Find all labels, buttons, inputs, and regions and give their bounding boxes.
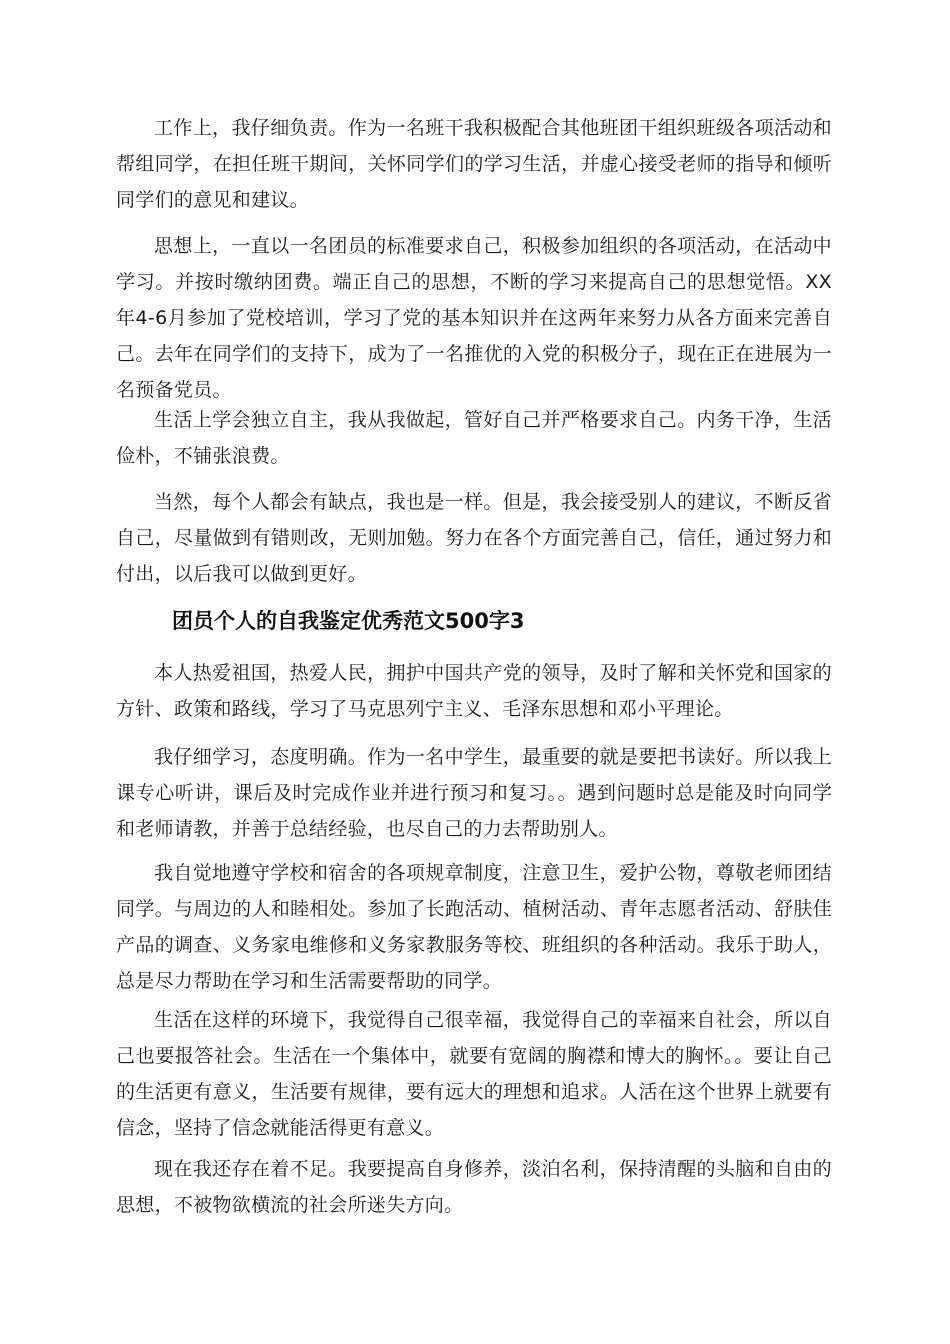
paragraph-life: 生活上学会独立自主，我从我做起，管好自己并严格要求自己。内务干净，生活俭朴，不铺张浪费。 — [116, 409, 832, 467]
paragraph-shortcomings: 当然，每个人都会有缺点，我也是一样。但是，我会接受别人的建议，不断反省自己，尽量做到有错则改，无则加勉。努力在各个方面完善自己，信任，通过努力和付出，以后我可以做到更好。 — [116, 491, 832, 585]
paragraph-society: 生活在这样的环境下，我觉得自己很幸福，我觉得自己的幸福来自社会，所以自己也要报答社会。生活在一个集体中，就要有宽阔的胸襟和博大的胸怀。。要让自己的生活更有意义，生活要有规律，要有远大的理想和追求。人活在这个世界上就要有信念，坚持了信念就能活得更有意义。 — [116, 1009, 832, 1139]
paragraph-thought: 思想上，一直以一名团员的标准要求自己，积极参加组织的各项活动，在活动中学习。并按时缴纳团费。端正自己的思想，不断的学习来提高自己的思想觉悟。XX年4-6月参加了党校培训，学习了党的基本知识并在这两年来努力从各方面来完善自己。去年在同学们的支持下，成为了一名推优的入党的积极分子，现在正在进展为一名预备党员。 — [116, 235, 832, 401]
paragraph-patriotism: 本人热爱祖国，热爱人民，拥护中国共产党的领导，及时了解和关怀党和国家的方针、政策和路线，学习了马克思列宁主义、毛泽东思想和邓小平理论。 — [116, 662, 832, 720]
paragraph-work: 工作上，我仔细负责。作为一名班干我积极配合其他班团干组织班级各项活动和帮组同学，在担任班干期间，关怀同学们的学习生活，并虚心接受老师的指导和倾听同学们的意见和建议。 — [116, 117, 832, 211]
section-heading: 团员个人的自我鉴定优秀范文500字3 — [172, 609, 525, 633]
paragraph-study: 我仔细学习，态度明确。作为一名中学生，最重要的就是要把书读好。所以我上课专心听讲，课后及时完成作业并进行预习和复习。。遇到问题时总是能及时向同学和老师请教，并善于总结经验，也尽自己的力去帮助别人。 — [116, 746, 832, 840]
paragraph-improvement: 现在我还存在着不足。我要提高自身修养，淡泊名利，保持清醒的头脑和自由的思想，不被物欲横流的社会所迷失方向。 — [116, 1158, 832, 1216]
paragraph-rules: 我自觉地遵守学校和宿舍的各项规章制度，注意卫生，爱护公物，尊敬老师团结同学。与周边的人和睦相处。参加了长跑活动、植树活动、青年志愿者活动、舒肤佳产品的调查、义务家电维修和义务家教服务等校、班组织的各种活动。我乐于助人，总是尽力帮助在学习和生活需要帮助的同学。 — [116, 862, 832, 992]
